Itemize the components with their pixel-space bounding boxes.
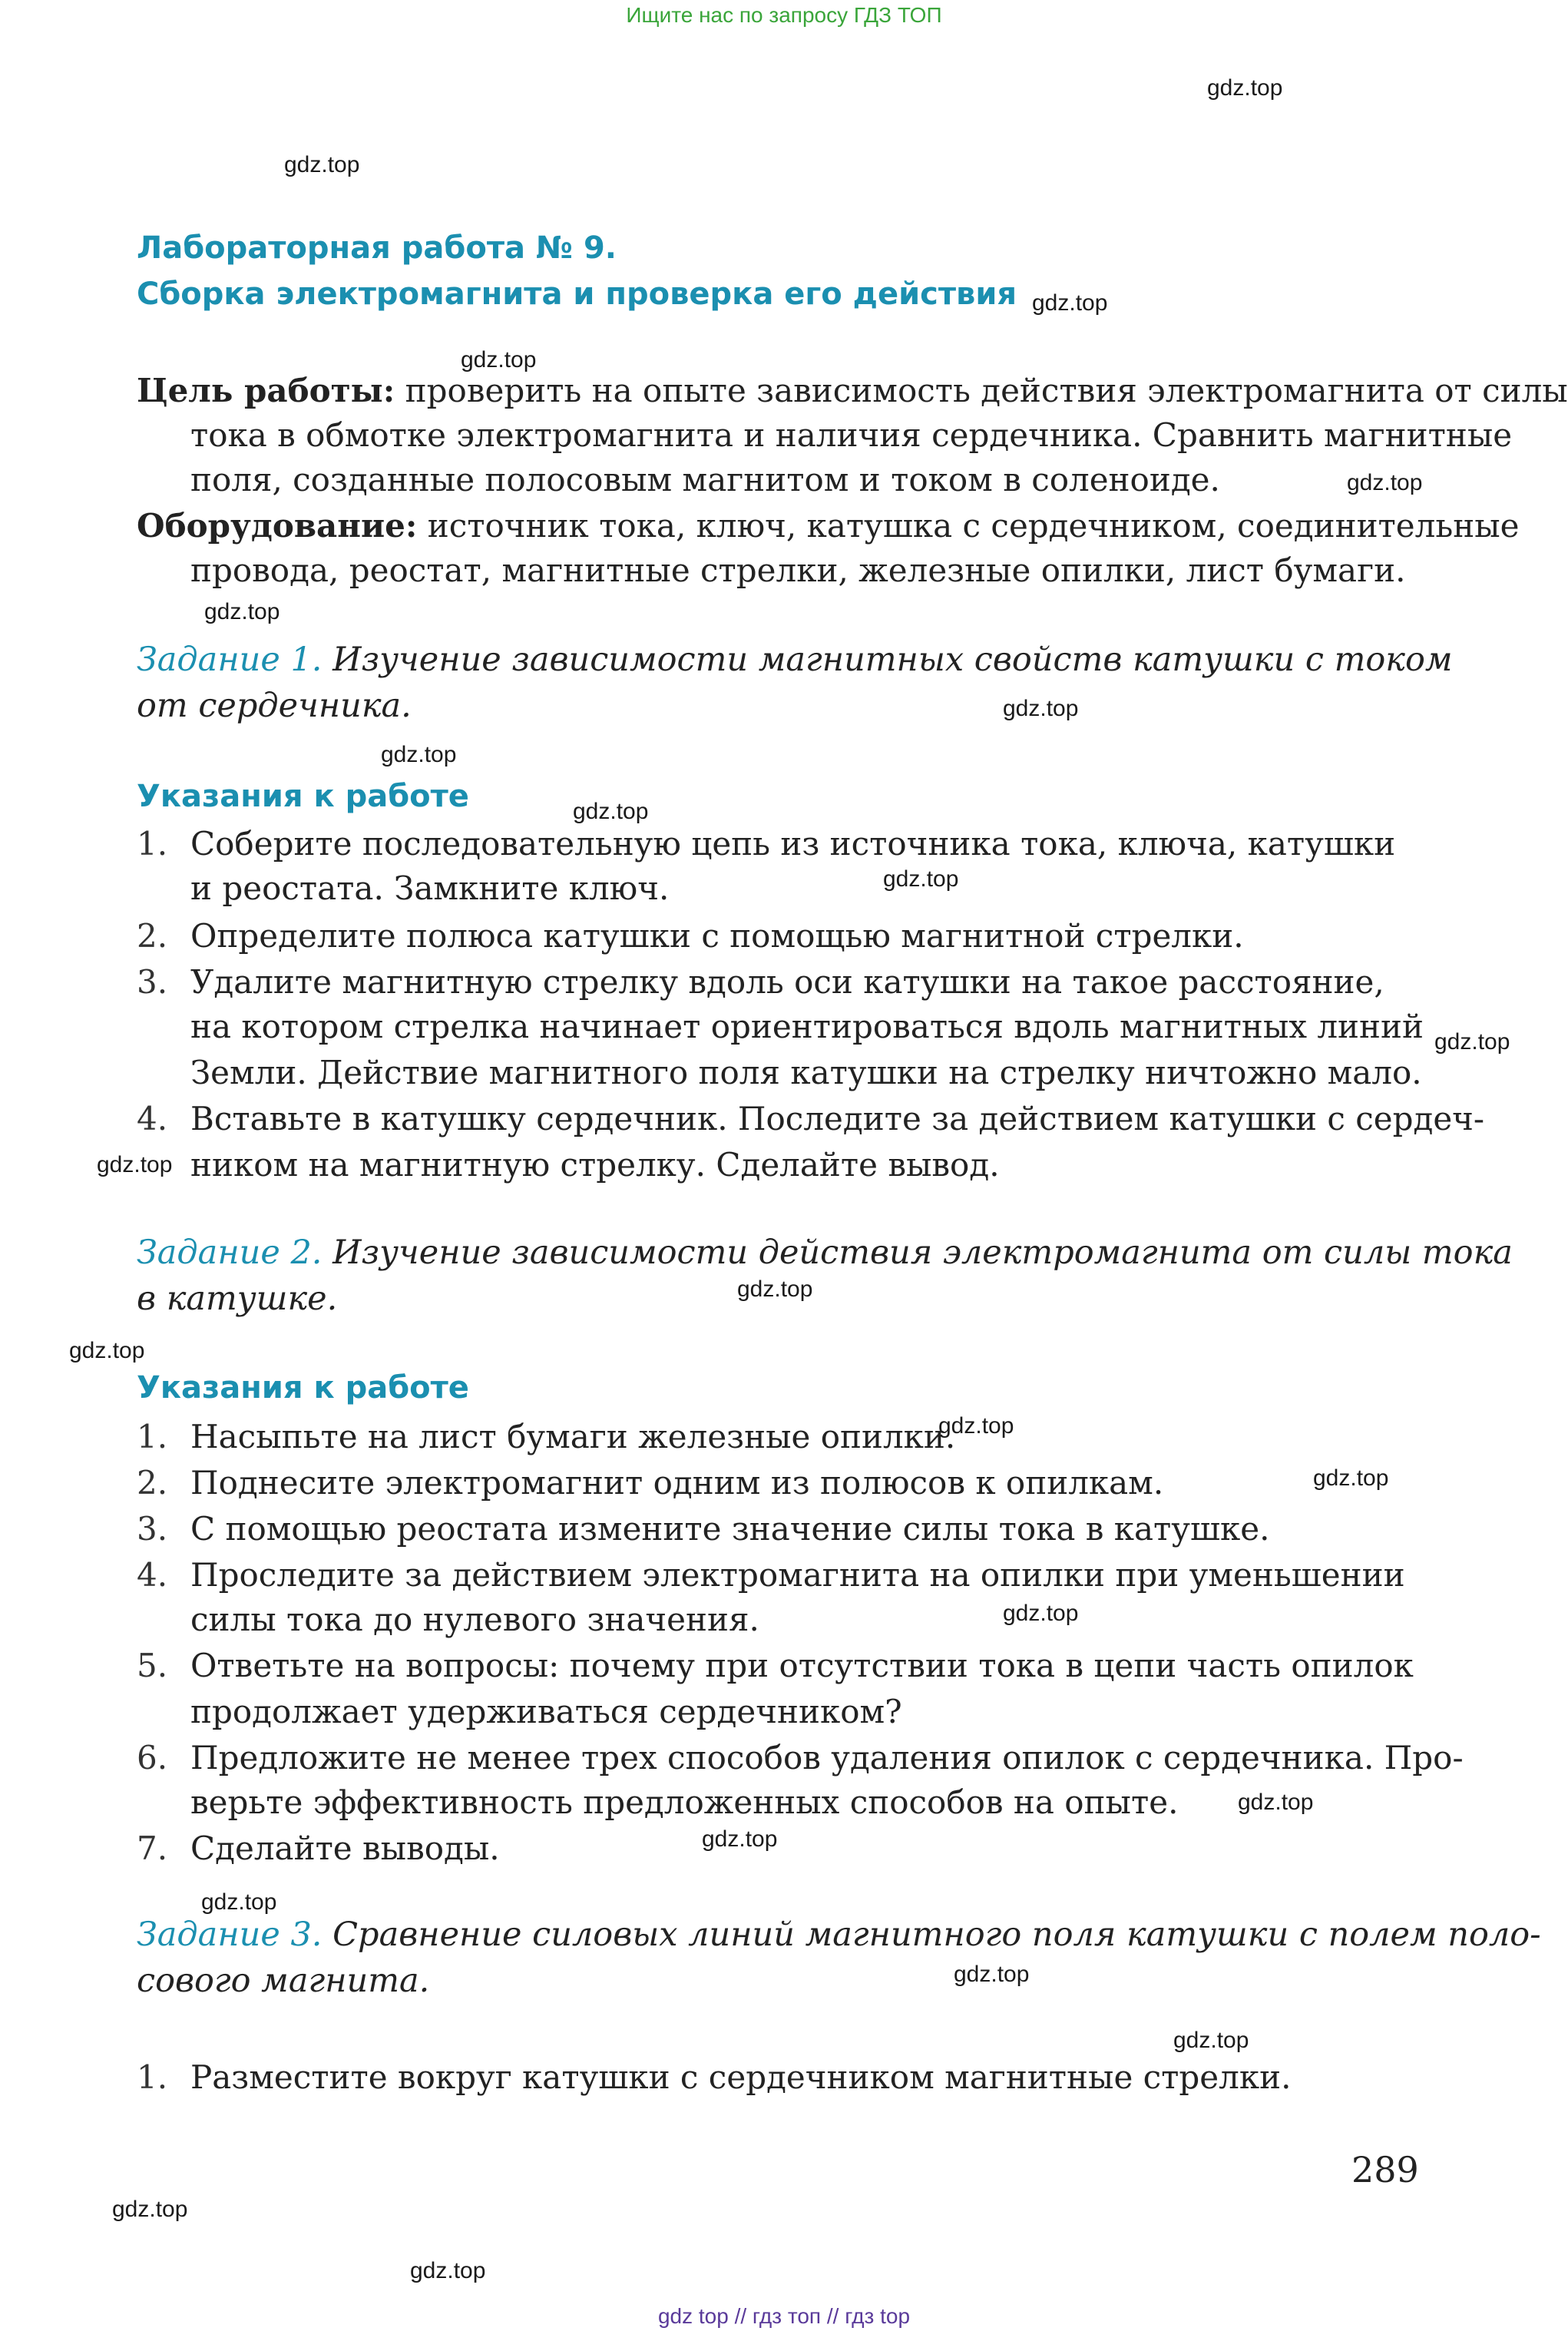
task2-label: Задание 2. (137, 1233, 323, 1272)
task1-item-num: 3. (137, 963, 168, 1001)
watermark: gdz.top (1032, 290, 1108, 316)
task2-item-text: С помощью реостата измените значение силы тока в катушке. (190, 1510, 1270, 1548)
watermark: gdz.top (381, 742, 457, 767)
task3-item-num: 1. (137, 2058, 168, 2096)
task1-item-num: 4. (137, 1100, 168, 1137)
goal-text-1: проверить на опыте зависимость действия электромагнита от силы (405, 372, 1568, 409)
task1-label: Задание 1. (137, 641, 323, 679)
task2-item-text: Предложите не менее трех способов удаления опилок с сердечника. Про- (190, 1739, 1464, 1776)
lab-title: Лабораторная работа № 9. (137, 230, 617, 266)
equipment-line-1 (137, 507, 1519, 545)
task1-item-text: ником на магнитную стрелку. Сделайте вывод. (190, 1146, 1000, 1184)
task2-text-2: в катушке. (137, 1280, 338, 1318)
watermark: gdz.top (737, 1276, 813, 1302)
task2-item-num: 6. (137, 1739, 168, 1776)
watermark: gdz.top (1313, 1465, 1389, 1491)
task1-line-1 (137, 641, 1452, 679)
task1-item-text: Земли. Действие магнитного поля катушки на стрелку ничтожно мало. (190, 1054, 1422, 1091)
watermark: gdz.top (1173, 2028, 1249, 2053)
task2-item-num: 1. (137, 1418, 168, 1455)
watermark: gdz.top (97, 1152, 173, 1177)
task2-item-num: 3. (137, 1510, 168, 1548)
equipment-text-2: провода, реостат, магнитные стрелки, железные опилки, лист бумаги. (190, 551, 1406, 589)
watermark: gdz.top (410, 2258, 486, 2283)
watermark: gdz.top (204, 599, 280, 624)
task2-item-num: 7. (137, 1829, 168, 1867)
top-banner[interactable]: Ищите нас по запросу ГДЗ ТОП (626, 3, 942, 27)
task1-item-text: и реостата. Замкните ключ. (190, 869, 670, 907)
instructions-heading: Указания к работе (137, 779, 469, 814)
watermark: gdz.top (938, 1413, 1014, 1439)
watermark: gdz.top (702, 1826, 778, 1852)
goal-text-3: поля, созданные полосовым магнитом и током в соленоиде. (190, 461, 1220, 498)
task3-text-2: сового магнита. (137, 1962, 430, 2000)
task2-item-text: продолжает удерживаться сердечником? (190, 1693, 902, 1730)
task1-item-text: Вставьте в катушку сердечник. Последите за действием катушки с сердеч- (190, 1100, 1485, 1137)
watermark: gdz.top (201, 1889, 277, 1915)
watermark: gdz.top (1347, 470, 1423, 495)
task2-item-num: 4. (137, 1556, 168, 1594)
goal-label: Цель работы: (137, 372, 395, 409)
task3-item-text: Разместите вокруг катушки с сердечником магнитные стрелки. (190, 2058, 1292, 2096)
page-number: 289 (1351, 2149, 1419, 2190)
task2-item-text: Поднесите электромагнит одним из полюсов к опилкам. (190, 1464, 1164, 1502)
task1-text-1: Изучение зависимости магнитных свойств катушки с током (332, 641, 1453, 679)
task2-item-num: 5. (137, 1647, 168, 1684)
goal-line-1 (137, 372, 1568, 409)
task1-item-text: Удалите магнитную стрелку вдоль оси катушки на такое расстояние, (190, 963, 1384, 1001)
bottom-banner[interactable]: gdz top // гдз топ // гдз top (657, 2304, 911, 2328)
task1-item-text: Соберите последовательную цепь из источника тока, ключа, катушки (190, 825, 1396, 863)
task2-item-text: силы тока до нулевого значения. (190, 1601, 759, 1638)
task3-label: Задание 3. (137, 1916, 323, 1954)
task3-text-1: Сравнение силовых линий магнитного поля катушки с полем поло- (332, 1916, 1541, 1954)
equipment-label: Оборудование: (137, 507, 418, 545)
watermark: gdz.top (1238, 1790, 1314, 1815)
watermark: gdz.top (1003, 1601, 1079, 1626)
task2-item-text: Сделайте выводы. (190, 1829, 500, 1867)
task1-item-text: Определите полюса катушки с помощью магнитной стрелки. (190, 917, 1244, 955)
task2-item-text: верьте эффективность предложенных способов на опыте. (190, 1783, 1179, 1821)
watermark: gdz.top (69, 1338, 145, 1363)
task2-item-text: Насыпьте на лист бумаги железные опилки. (190, 1418, 956, 1455)
watermark: gdz.top (284, 152, 360, 177)
task2-item-text: Ответьте на вопросы: почему при отсутствии тока в цепи часть опилок (190, 1647, 1414, 1684)
task1-item-num: 2. (137, 917, 168, 955)
task3-line-1 (137, 1916, 1541, 1954)
goal-text-2: тока в обмотке электромагнита и наличия сердечника. Сравнить магнитные (190, 416, 1513, 454)
watermark: gdz.top (461, 347, 537, 373)
task2-text-1: Изучение зависимости действия электромагнита от силы тока (332, 1233, 1513, 1272)
task1-item-num: 1. (137, 825, 168, 863)
watermark: gdz.top (1003, 696, 1079, 721)
watermark: gdz.top (1207, 75, 1283, 101)
lab-subtitle: Сборка электромагнита и проверка его действия (137, 276, 1017, 312)
watermark: gdz.top (112, 2197, 188, 2222)
watermark: gdz.top (883, 866, 959, 892)
task1-text-2: от сердечника. (137, 687, 412, 725)
task2-item-num: 2. (137, 1464, 168, 1502)
equipment-text-1: источник тока, ключ, катушка с сердечником, соединительные (427, 507, 1520, 545)
task2-line-1 (137, 1233, 1513, 1272)
instructions-heading: Указания к работе (137, 1370, 469, 1406)
task1-item-text: на котором стрелка начинает ориентироваться вдоль магнитных линий (190, 1008, 1424, 1045)
watermark: gdz.top (954, 1962, 1030, 1987)
watermark: gdz.top (573, 799, 649, 824)
watermark: gdz.top (1434, 1029, 1510, 1055)
task2-item-text: Проследите за действием электромагнита на опилки при уменьшении (190, 1556, 1405, 1594)
